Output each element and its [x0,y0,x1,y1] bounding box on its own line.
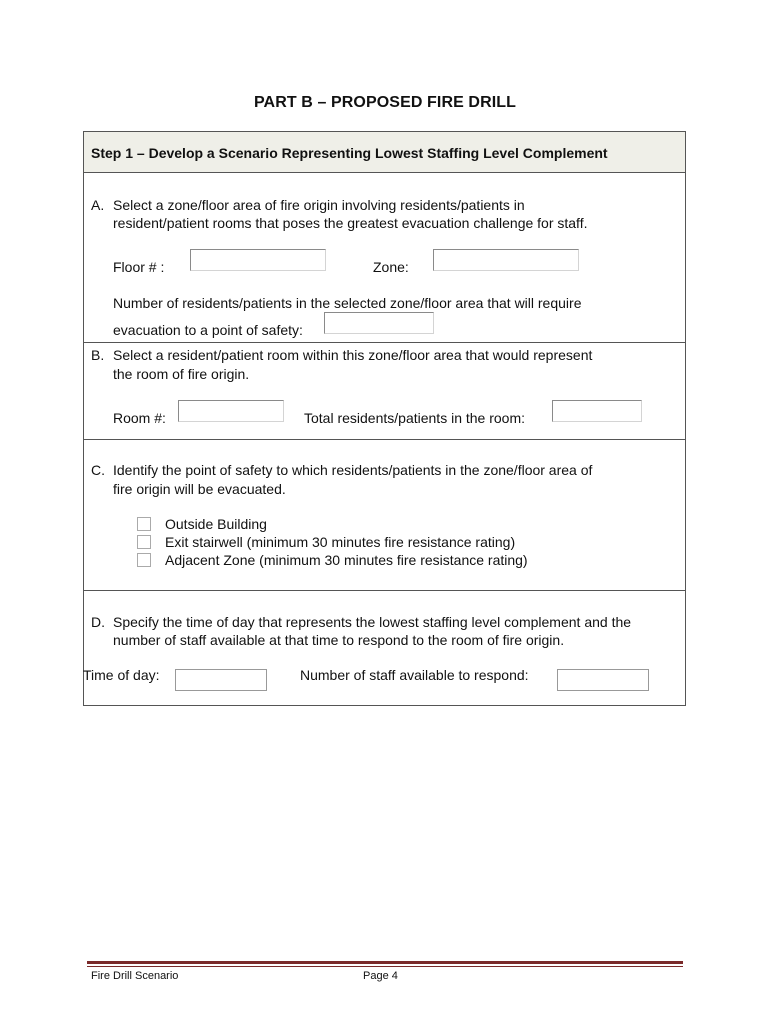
staff-available-input[interactable] [557,669,649,691]
footer-rule-thick [87,961,683,964]
staff-available-label: Number of staff available to respond: [300,667,529,683]
section-c-text-line1: Identify the point of safety to which residents/patients in the zone/floor area of [113,462,593,478]
section-c-text-line2: fire origin will be evacuated. [113,481,286,497]
fire-drill-form [83,131,686,706]
section-b-text-line1: Select a resident/patient room within this zone/floor area that would represent [113,347,593,363]
outside-building-label: Outside Building [165,516,267,532]
section-b-marker: B. [91,347,105,363]
footer-document-name: Fire Drill Scenario [91,970,179,982]
step-header [84,132,685,173]
total-residents-label: Total residents/patients in the room: [304,410,526,426]
time-of-day-input[interactable] [175,669,267,691]
footer-page-number: Page 4 [363,970,398,982]
time-of-day-label: Time of day: [83,667,160,683]
residents-count-text-line2: evacuation to a point of safety: [113,322,303,338]
step-header-label: Step 1 – Develop a Scenario Representing Lowest Staffing Level Complement [91,145,608,161]
zone-input[interactable] [433,249,579,271]
footer-rule-thin [87,966,683,967]
page-title: PART B – PROPOSED FIRE DRILL [253,94,517,111]
outside-building-checkbox[interactable] [137,517,151,531]
section-divider [84,342,685,343]
total-residents-input[interactable] [552,400,642,422]
section-d-text-line2: number of staff available at that time to respond to the room of fire origin. [113,632,565,648]
exit-stairwell-checkbox[interactable] [137,535,151,549]
section-a-text-line2: resident/patient rooms that poses the greatest evacuation challenge for staff. [113,215,588,231]
section-d-marker: D. [91,614,105,630]
floor-label: Floor # : [113,259,165,275]
section-a-marker: A. [91,197,105,213]
zone-label: Zone: [373,259,409,275]
section-divider [84,439,685,440]
room-label: Room #: [113,410,166,426]
floor-input[interactable] [190,249,326,271]
exit-stairwell-label: Exit stairwell (minimum 30 minutes fire resistance rating) [165,534,516,550]
residents-count-input[interactable] [324,312,434,334]
adjacent-zone-label: Adjacent Zone (minimum 30 minutes fire resistance rating) [165,552,528,568]
section-b-text-line2: the room of fire origin. [113,366,250,382]
adjacent-zone-checkbox[interactable] [137,553,151,567]
section-c-marker: C. [91,462,105,478]
section-a-text-line1: Select a zone/floor area of fire origin involving residents/patients in [113,197,525,213]
residents-count-text-line1: Number of residents/patients in the selected zone/floor area that will require [113,295,582,311]
section-d-text-line1: Specify the time of day that represents the lowest staffing level complement and the [113,614,632,630]
section-divider [84,590,685,591]
room-input[interactable] [178,400,284,422]
